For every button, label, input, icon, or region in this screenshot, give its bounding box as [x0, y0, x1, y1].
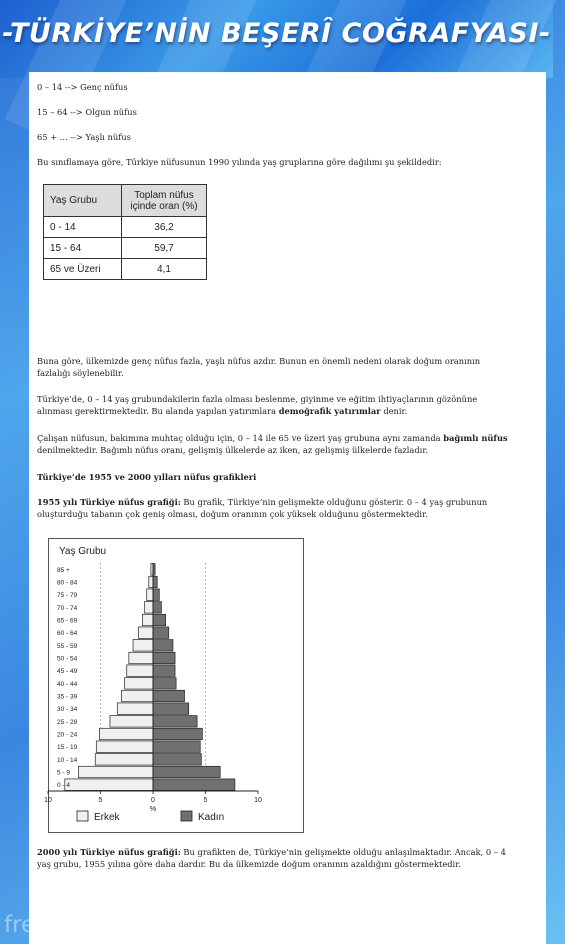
category-label: 65 - 69 [57, 617, 78, 625]
category-label: 0 - 4 [57, 782, 71, 790]
category-label: 40 - 44 [57, 680, 78, 688]
bar-erkek [147, 589, 153, 600]
bar-kadin [153, 766, 220, 777]
bar-kadin [153, 614, 166, 625]
bar-erkek [95, 754, 153, 765]
bar-erkek [117, 703, 153, 714]
age-class-young: 0 – 14 --> Genç nüfus [37, 82, 128, 92]
bar-kadin [153, 741, 200, 752]
document-page [29, 72, 546, 944]
category-label: 70 - 74 [57, 604, 78, 612]
population-pyramid-svg [44, 539, 303, 832]
age-class-adult: 15 – 64 --> Olgun nüfus [37, 107, 137, 117]
x-tick-label: 10 [44, 797, 52, 804]
bar-erkek [149, 576, 153, 587]
category-label: 85 + [57, 566, 70, 574]
bar-kadin [153, 703, 189, 714]
category-label: 10 - 14 [57, 756, 78, 764]
paragraph-2000: 2000 yılı Türkiye nüfus grafiği: Bu grafikten de, Türkiye’nin gelişmekte olduğu anlaşılmaktadır. Ancak, 0 – 4 yaş grubu, 1955 yılına göre daha dardır. Bu da ülkemizde doğum oranının azaldığını göstermektedir. [37, 847, 506, 869]
bar-erkek [125, 678, 153, 689]
age-distribution-table [43, 184, 207, 280]
page-title: -TÜRKİYE’NİN BEŞERÎ COĞRAFYASI- [2, 18, 551, 49]
header-banner [0, 0, 553, 78]
x-tick-label: 10 [254, 797, 262, 804]
bar-kadin [153, 602, 161, 613]
x-tick-label: 0 [151, 797, 155, 804]
bar-erkek [133, 640, 153, 651]
bar-erkek [99, 728, 153, 739]
paragraph-1: Buna göre, ülkemizde genç nüfus fazla, yaşlı nüfus azdır. Bunun en önemli nedeni olarak doğum oranının fazlalığı söylenebilir. [37, 356, 481, 378]
table-row: 15 - 64 59,7 [44, 238, 207, 259]
bar-kadin [153, 640, 173, 651]
table-header-ratio: Toplam nüfus içinde oran (%) [122, 185, 207, 217]
legend-label-kadin: Kadın [198, 812, 225, 823]
watermark: free for personal use [4, 912, 243, 938]
bar-kadin [153, 754, 201, 765]
bar-kadin [153, 716, 197, 727]
bar-erkek [65, 779, 153, 790]
paragraph-1955: 1955 yılı Türkiye nüfus grafiği: Bu grafik, Türkiye’nin gelişmekte olduğunu gösterir. 0 – 4 yaş grubunun oluşturduğu tabanın çok geniş olması, doğum oranının çok yüksek olduğunu göstermektedir. [37, 497, 488, 519]
x-tick-label: 5 [203, 797, 208, 804]
bar-erkek [143, 614, 154, 625]
bar-kadin [153, 627, 169, 638]
age-class-old: 65 + ... --> Yaşlı nüfus [37, 132, 131, 142]
bar-kadin [153, 665, 175, 676]
paragraph-3: Çalışan nüfusun, bakımına muhtaç olduğu için, 0 – 14 ile 65 ve üzeri yaş grubuna aynı zamanda bağımlı nüfus denilmektedir. Bağımlı nüfus oranı, gelişmiş ülkelerde az iken, az gelişmiş ülkelerde fazladır. [37, 433, 508, 455]
category-label: 5 - 9 [57, 769, 71, 777]
bar-erkek [122, 690, 154, 701]
category-label: 15 - 19 [57, 744, 78, 752]
table-header-group: Yaş Grubu [44, 185, 122, 217]
x-axis-label: % [149, 804, 157, 813]
bar-kadin [153, 779, 235, 790]
population-pyramid-chart [44, 538, 304, 833]
category-label: 30 - 34 [57, 706, 78, 714]
bar-kadin [153, 678, 176, 689]
bar-erkek [127, 665, 153, 676]
intro-text: Bu sınıflamaya göre, Türkiye nüfusunun 1990 yılında yaş gruplarına göre dağılımı şu şekildedir: [37, 157, 442, 167]
bar-kadin [153, 690, 185, 701]
category-label: 45 - 49 [57, 668, 78, 676]
paragraph-2: Türkiye’de, 0 – 14 yaş grubundakilerin fazla olması beslenme, giyinme ve eğitim ihtiyaçlarının gözönüne alınması gerektirmektedir. Bu alanda yapılan yatırımlara demoğrafik yatırımlar denir. [37, 394, 478, 416]
x-tick-label: 5 [98, 797, 103, 804]
category-label: 55 - 59 [57, 642, 78, 650]
bar-kadin [153, 589, 159, 600]
category-label: 35 - 39 [57, 693, 78, 701]
legend-swatch-kadin [181, 811, 192, 821]
table-row: 65 ve Üzeri 4,1 [44, 259, 207, 280]
bar-kadin [153, 576, 157, 587]
category-label: 60 - 64 [57, 630, 78, 638]
legend-swatch-erkek [77, 811, 88, 821]
bar-erkek [138, 627, 153, 638]
chart-title: Yaş Grubu [59, 546, 107, 557]
category-label: 20 - 24 [57, 731, 78, 739]
legend-label-erkek: Erkek [94, 812, 120, 823]
bar-kadin [153, 652, 175, 663]
bar-erkek [78, 766, 153, 777]
category-label: 80 - 84 [57, 579, 78, 587]
bar-erkek [110, 716, 153, 727]
bar-erkek [145, 602, 153, 613]
bar-erkek [129, 652, 153, 663]
table-row: 0 - 14 36,2 [44, 217, 207, 238]
category-label: 75 - 79 [57, 592, 78, 600]
category-label: 25 - 29 [57, 718, 78, 726]
bar-kadin [153, 728, 202, 739]
category-label: 50 - 54 [57, 655, 78, 663]
bar-erkek [96, 741, 153, 752]
section-heading: Türkiye’de 1955 ve 2000 yılları nüfus grafikleri [37, 472, 257, 482]
